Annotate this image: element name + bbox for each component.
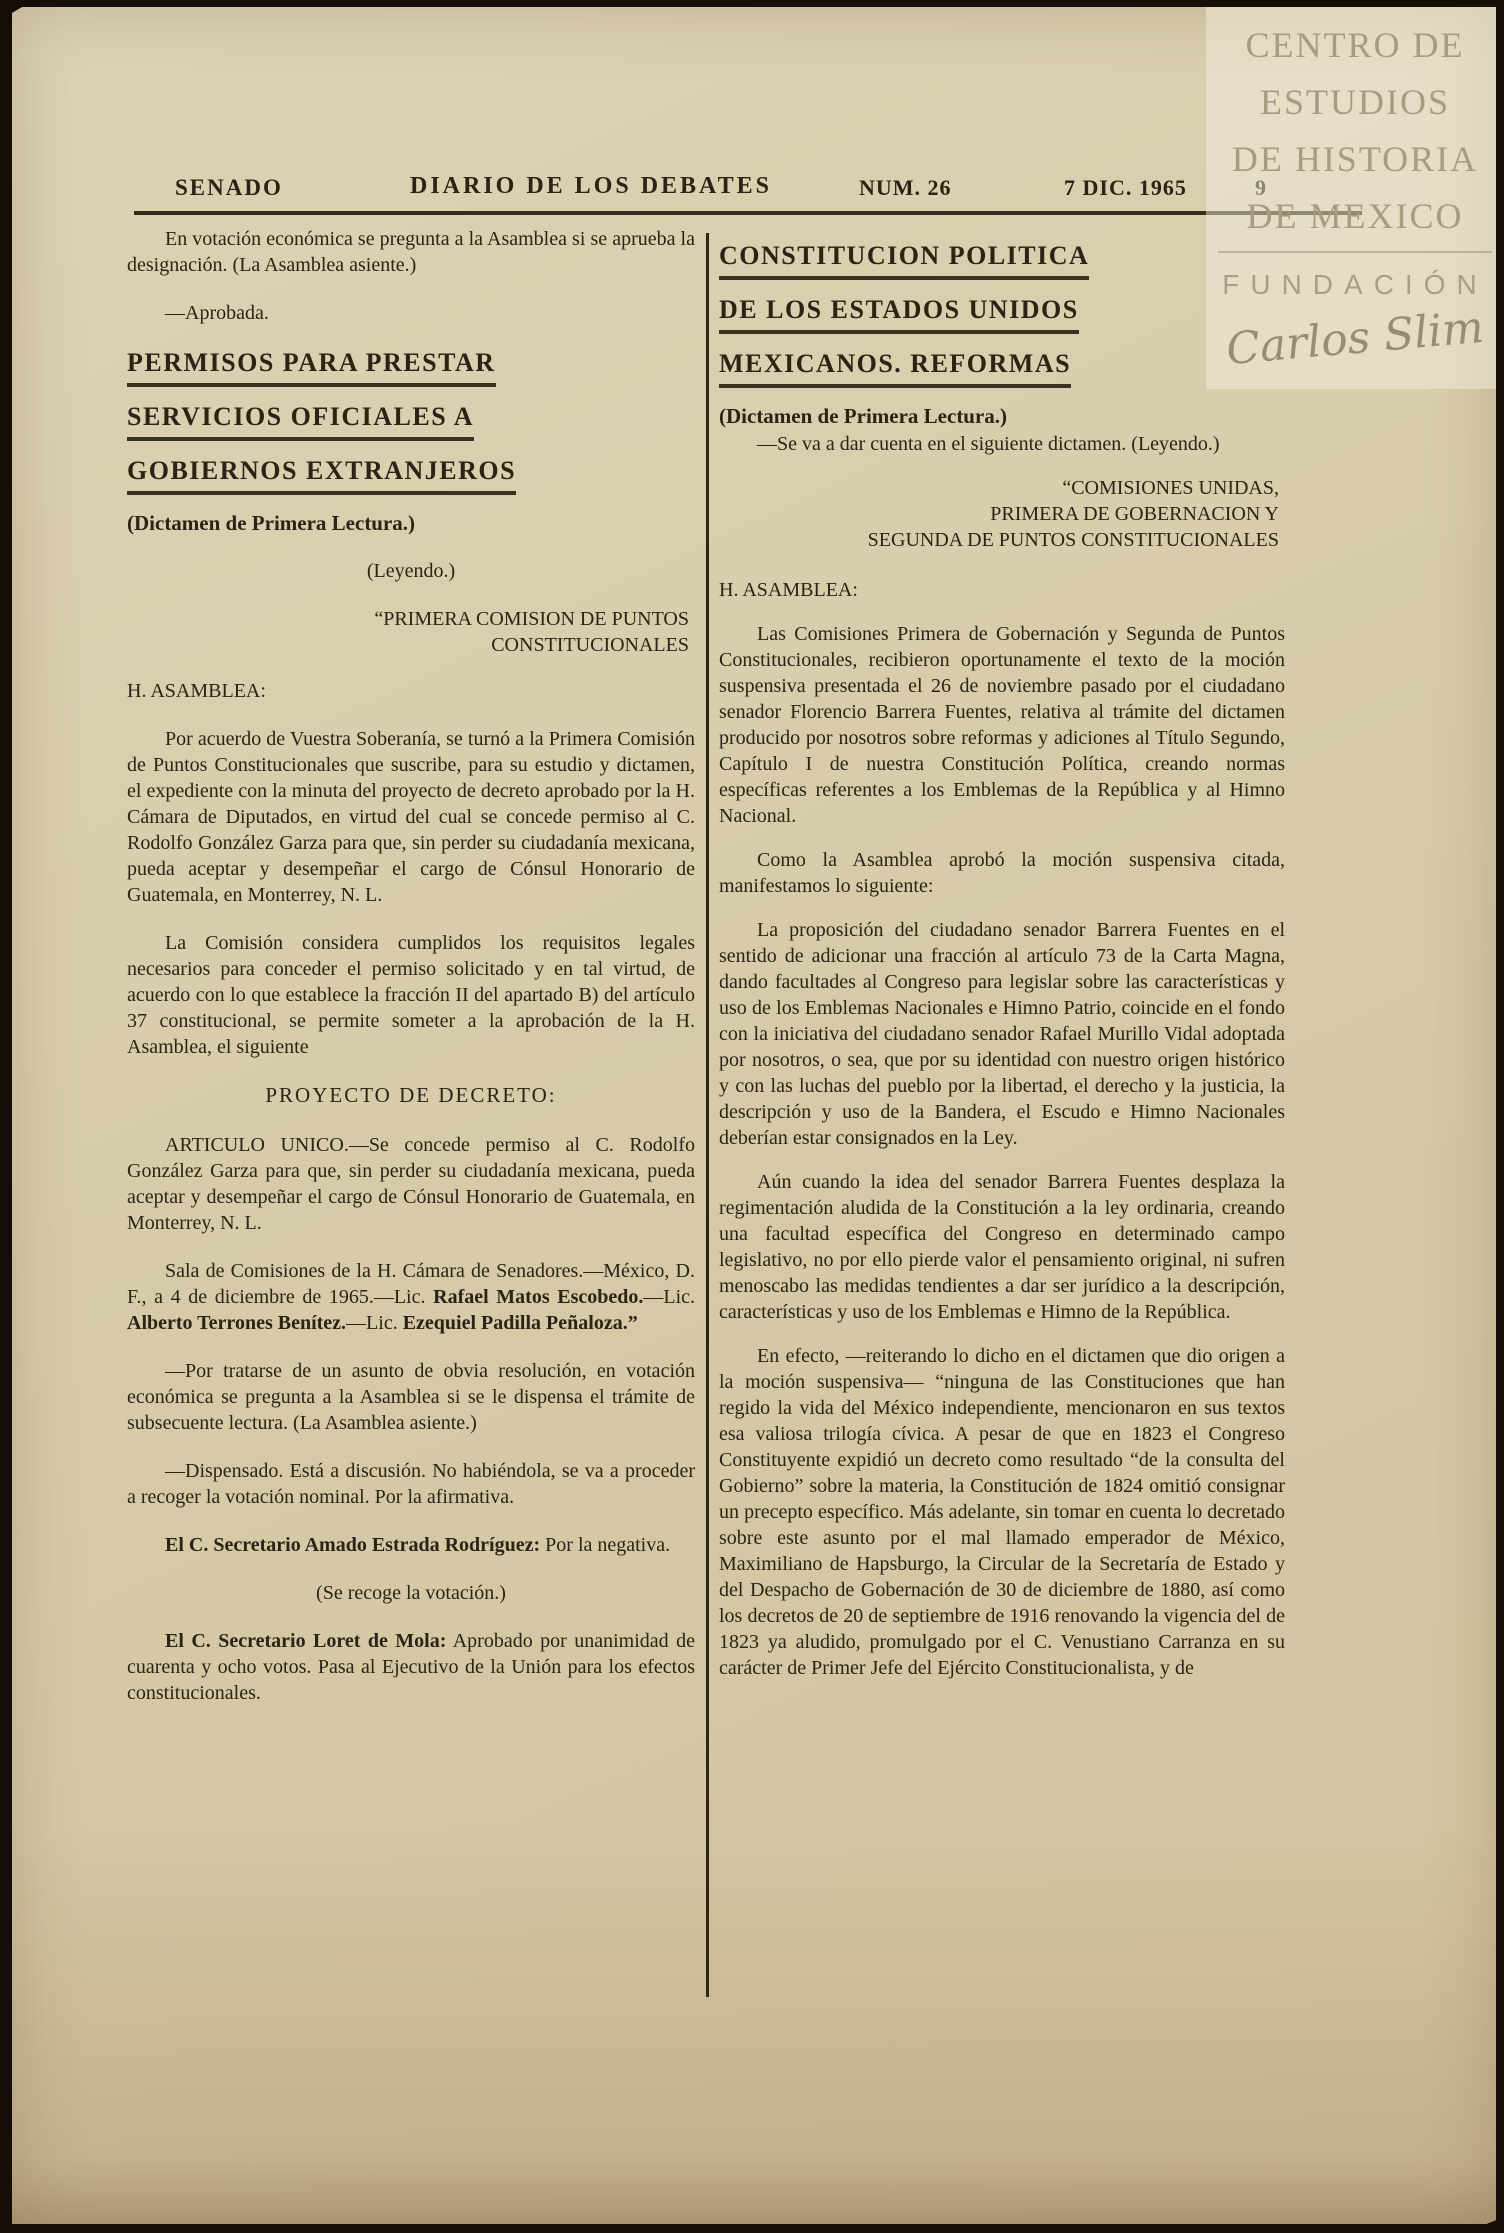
paragraph: La Comisión considera cumplidos los requisitos legales necesarios para conceder el permiso solicitado y en tal virtud, de acuerdo con lo que establece la fracción II del apartado B) del artículo 37 constitucional, se permite someter a la aprobación de la H. Asamblea, el siguiente (127, 932, 695, 1058)
section-heading-line: PERMISOS PARA PRESTAR (127, 348, 496, 387)
signature-paragraph (127, 1258, 695, 1336)
section-heading-line: SERVICIOS OFICIALES A (127, 402, 474, 441)
speech-text: Aprobado por unanimidad de cuarenta y ocho votos. Pasa al Ejecutivo de la Unión para los efectos constitucionales. (127, 1630, 695, 1704)
header-journal-title: DIARIO DE LOS DEBATES (410, 173, 772, 199)
stage-direction: (Leyendo.) (366, 560, 456, 582)
paragraph: Las Comisiones Primera de Gobernación y Segunda de Puntos Constitucionales, recibieron oportunamente el texto de la moción suspensiva presentada el 26 de noviembre pasado por el ciudadano senador Florencio Barrera Fuentes, relativa al trámite del dictamen producido por nosotros sobre reformas y adiciones al Título Segundo, Capítulo I de nuestra Constitución Política, creando normas específicas referentes a los Emblemas de la República y al Himno Nacional. (719, 623, 1285, 827)
watermark-text: DE MEXICO (1246, 196, 1464, 236)
watermark-text: DE HISTORIA (1231, 139, 1479, 179)
speech-text: Por la negativa. (540, 1534, 671, 1556)
paragraph: Como la Asamblea aprobó la moción suspensiva citada, manifestamos lo siguiente: (719, 849, 1285, 897)
section-heading-line: DE LOS ESTADOS UNIDOS (719, 295, 1079, 334)
section-heading-line: CONSTITUCION POLITICA (719, 241, 1089, 280)
commission-title-line: “COMISIONES UNIDAS, (1062, 477, 1279, 499)
dictamen-note: (Dictamen de Primera Lectura.) (719, 404, 1008, 428)
left-column (127, 226, 695, 1728)
paragraph: Por acuerdo de Vuestra Soberanía, se turnó a la Primera Comisión de Puntos Constitucionales que suscribe, para su estudio y dictamen, el expediente con la minuta del proyecto de decreto aprobado por la H. Cámara de Diputados, en virtud del cual se concede permiso al C. Rodolfo González Garza para que, sin perder su ciudadanía mexicana, pueda aceptar y desempeñar el cargo de Cónsul Honorario de Guatemala, en Monterrey, N. L. (127, 728, 695, 906)
watermark-text: CENTRO DE (1245, 25, 1465, 65)
signature-text: —Lic. (643, 1286, 696, 1308)
paragraph: —Se va a dar cuenta en el siguiente dictamen. (Leyendo.) (757, 433, 1220, 455)
speaker-paragraph (127, 1628, 695, 1706)
salutation: H. ASAMBLEA: (719, 579, 858, 601)
watermark-text: ESTUDIOS (1259, 82, 1450, 122)
watermark-foundation: FUNDACIÓN (1222, 269, 1488, 300)
section-heading-line: MEXICANOS. REFORMAS (719, 349, 1071, 388)
header-date: 7 DIC. 1965 (1064, 175, 1187, 200)
salutation: H. ASAMBLEA: (127, 680, 266, 702)
header-rule (134, 211, 1362, 215)
header-issue-number: NUM. 26 (859, 175, 952, 200)
dictamen-note: (Dictamen de Primera Lectura.) (127, 511, 416, 535)
column-divider (706, 233, 709, 1997)
signature-text: Sala de Comisiones de la H. Cámara de Senadores.—México, D. F., a 4 de diciembre de 1965.—Lic. (127, 1260, 695, 1308)
paragraph: —Dispensado. Está a discusión. No habiéndola, se va a proceder a recoger la votación nominal. Por la afirmativa. (127, 1460, 695, 1508)
decree-heading: PROYECTO DE DECRETO: (265, 1083, 557, 1107)
commission-title (719, 475, 1285, 553)
commission-title-line: SEGUNDA DE PUNTOS CONSTITUCIONALES (867, 529, 1279, 551)
paragraph: Aún cuando la idea del senador Barrera Fuentes desplaza la regimentación aludida de la Constitución a la ley ordinaria, creando una facultad específica del Congreso en determinado campo legislativo, no por ello pierde valor el pensamiento original, ni sufren menoscabo las medidas tendientes a dar ser jurídico a la descripción, características y uso de los Emblemas e Himno de la República. (719, 1171, 1285, 1323)
paragraph: —Aprobada. (165, 302, 269, 324)
commission-title (127, 606, 695, 658)
stage-direction: (Se recoge la votación.) (316, 1582, 506, 1604)
header-chamber: SENADO (175, 175, 283, 200)
paragraph: —Por tratarse de un asunto de obvia resolución, en votación económica se pregunta a la Asamblea si se le dispensa el trámite de subsecuente lectura. (La Asamblea asiente.) (127, 1360, 695, 1434)
library-watermark (1206, 7, 1496, 389)
speaker-paragraph (127, 1532, 695, 1558)
signer-name: Rafael Matos Escobedo. (433, 1286, 644, 1308)
commission-title-line: CONSTITUCIONALES (491, 634, 689, 656)
paragraph: En efecto, —reiterando lo dicho en el dictamen que dio origen a la moción suspensiva— “ninguna de las Constituciones que han regido la vida del México independiente, mencionaron en sus textos esa valiosa trilogía cívica. A pesar de que en 1823 el Congreso Constituyente expidió un decreto como resultado “de la consulta del Gobierno” sobre la materia, la Constitución de 1824 omitió consignar un precepto específico. Más adelante, sin tomar en cuenta lo decretado sobre este asunto por el mal llamado emperador de México, Maximiliano de Hapsburgo, la Circular de la Secretaría de Estado y del Despacho de Gobernación de 30 de diciembre de 1880, así como los decretos de 20 de septiembre de 1916 renovando la vigencia del de 1823 ya aludido, promulgado por el C. Venustiano Carranza en su carácter de Primer Jefe del Ejército Constitucionalista, y de (719, 1345, 1285, 1679)
paragraph: ARTICULO UNICO.—Se concede permiso al C. Rodolfo González Garza para que, sin perder su ciudadanía mexicana, pueda aceptar y desempeñar el cargo de Cónsul Honorario de Guatemala, en Monterrey, N. L. (127, 1134, 695, 1234)
speaker-name: El C. Secretario Loret de Mola: (165, 1630, 447, 1652)
signer-name: Alberto Terrones Benítez. (127, 1312, 347, 1334)
page-number: 9 (1255, 175, 1266, 200)
watermark-signature: Carlos Slim (1224, 301, 1486, 376)
watermark-divider (1218, 251, 1492, 253)
paragraph: En votación económica se pregunta a la Asamblea si se aprueba la designación. (La Asamblea asiente.) (127, 228, 695, 276)
paragraph: La proposición del ciudadano senador Barrera Fuentes en el sentido de adicionar una fracción al artículo 73 de la Carta Magna, dando facultades al Congreso para legislar sobre las características y uso de los Emblemas Nacionales e Himno Patrio, coincide en el fondo con la iniciativa del ciudadano senador Rafael Murillo Vidal adoptada por nosotros, o sea, que por su identidad con nuestro origen histórico y con las luchas del pueblo por la libertad, el derecho y la justicia, la descripción y uso de la Bandera, el Escudo e Himno Nacionales deberían estar consignados en la Ley. (719, 919, 1285, 1149)
signature-text: —Lic. (346, 1312, 403, 1334)
signer-name: Ezequiel Padilla Peñaloza.” (402, 1312, 638, 1334)
commission-title-line: PRIMERA DE GOBERNACION Y (990, 503, 1279, 525)
commission-title-line: “PRIMERA COMISION DE PUNTOS (374, 608, 689, 630)
section-heading-line: GOBIERNOS EXTRANJEROS (127, 456, 516, 495)
right-column (719, 241, 1285, 1699)
paper-sheet (12, 7, 1496, 2224)
speaker-name: El C. Secretario Amado Estrada Rodríguez: (165, 1534, 541, 1556)
